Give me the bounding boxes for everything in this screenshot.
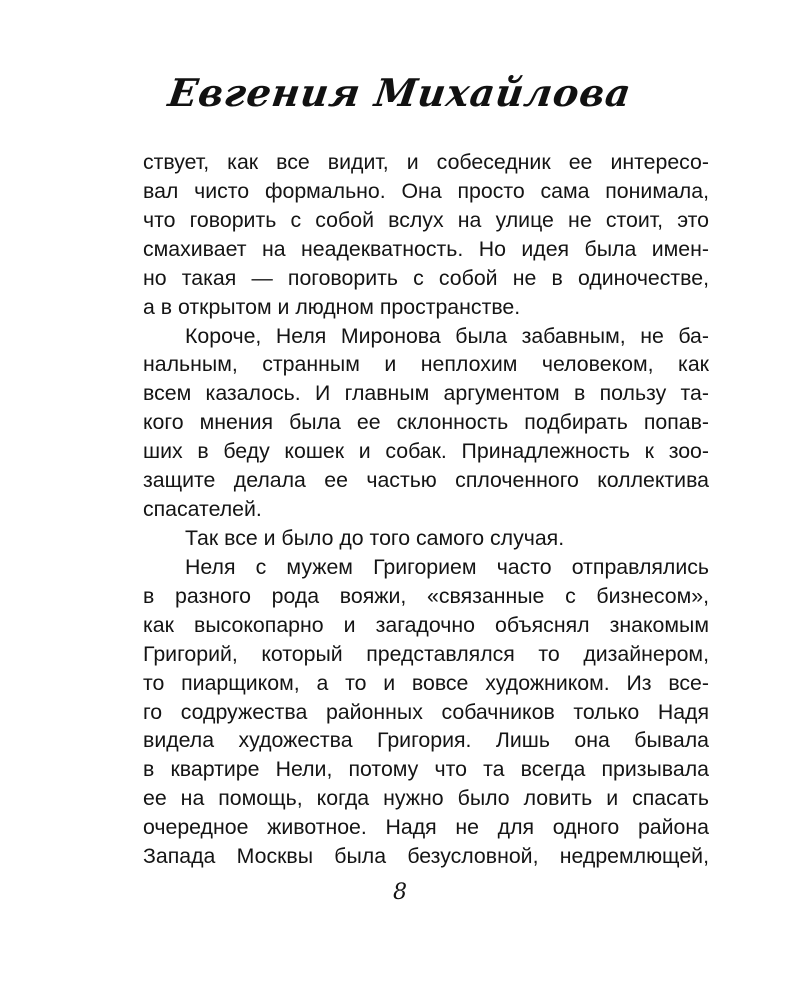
text-line: ших в беду кошек и собак. Принадлежность к зоо- [143,439,709,464]
paragraph-2 [143,322,709,524]
text-line: Так все и было до того самого случая. [185,525,565,550]
text-line: кого мнения была ее склонность подбирать попав- [143,410,709,435]
text-line: нальным, странным и неплохим человеком, как [143,352,709,377]
text-line: в квартире Нели, потому что та всегда призывала [143,757,709,782]
text-line: Неля с мужем Григорием часто отправлялись [185,554,709,579]
text-line: то пиарщиком, а то и вовсе художником. Из все- [143,670,709,695]
paragraph-1 [143,148,709,322]
text-line: ствует, как все видит, и собеседник ее интересо- [143,150,709,174]
text-line: го содружества районных собачников только Надя [143,699,709,724]
text-line: защите делала ее частью сплоченного коллектива [143,468,709,493]
text-line: но такая — поговорить с собой не в одиночестве, [143,265,709,290]
text-line: Запада Москвы была безусловной, недремлющей, [143,844,709,869]
text-line: всем казалось. И главным аргументом в пользу та- [143,381,709,406]
paragraph-4 [143,553,709,871]
text-line: в разного рода вояжи, «связанные с бизнесом», [143,583,709,608]
running-head-author: Евгения Михайлова [165,70,635,115]
text-line: Короче, Неля Миронова была забавным, не ба- [185,323,709,348]
text-line: а в открытом и людном пространстве. [143,294,521,319]
text-line: как высокопарно и загадочно объяснял знакомым [143,612,709,637]
page-number: 8 [393,880,407,905]
paragraph-3 [143,524,709,553]
text-line: вал чисто формально. Она просто сама понимала, [143,178,709,203]
text-line: спасателей. [143,497,262,522]
text-line: что говорить с собой вслух на улице не стоит, это [143,207,709,232]
text-line: Григорий, который представлялся то дизайнером, [143,641,709,666]
text-line: ее на помощь, когда нужно было ловить и спасать [143,786,709,811]
text-line: смахивает на неадекватность. Но идея была имен- [143,236,709,261]
body-text [143,148,709,871]
text-line: видела художества Григория. Лишь она бывала [143,728,709,753]
text-line: очередное животное. Надя не для одного района [143,815,709,840]
